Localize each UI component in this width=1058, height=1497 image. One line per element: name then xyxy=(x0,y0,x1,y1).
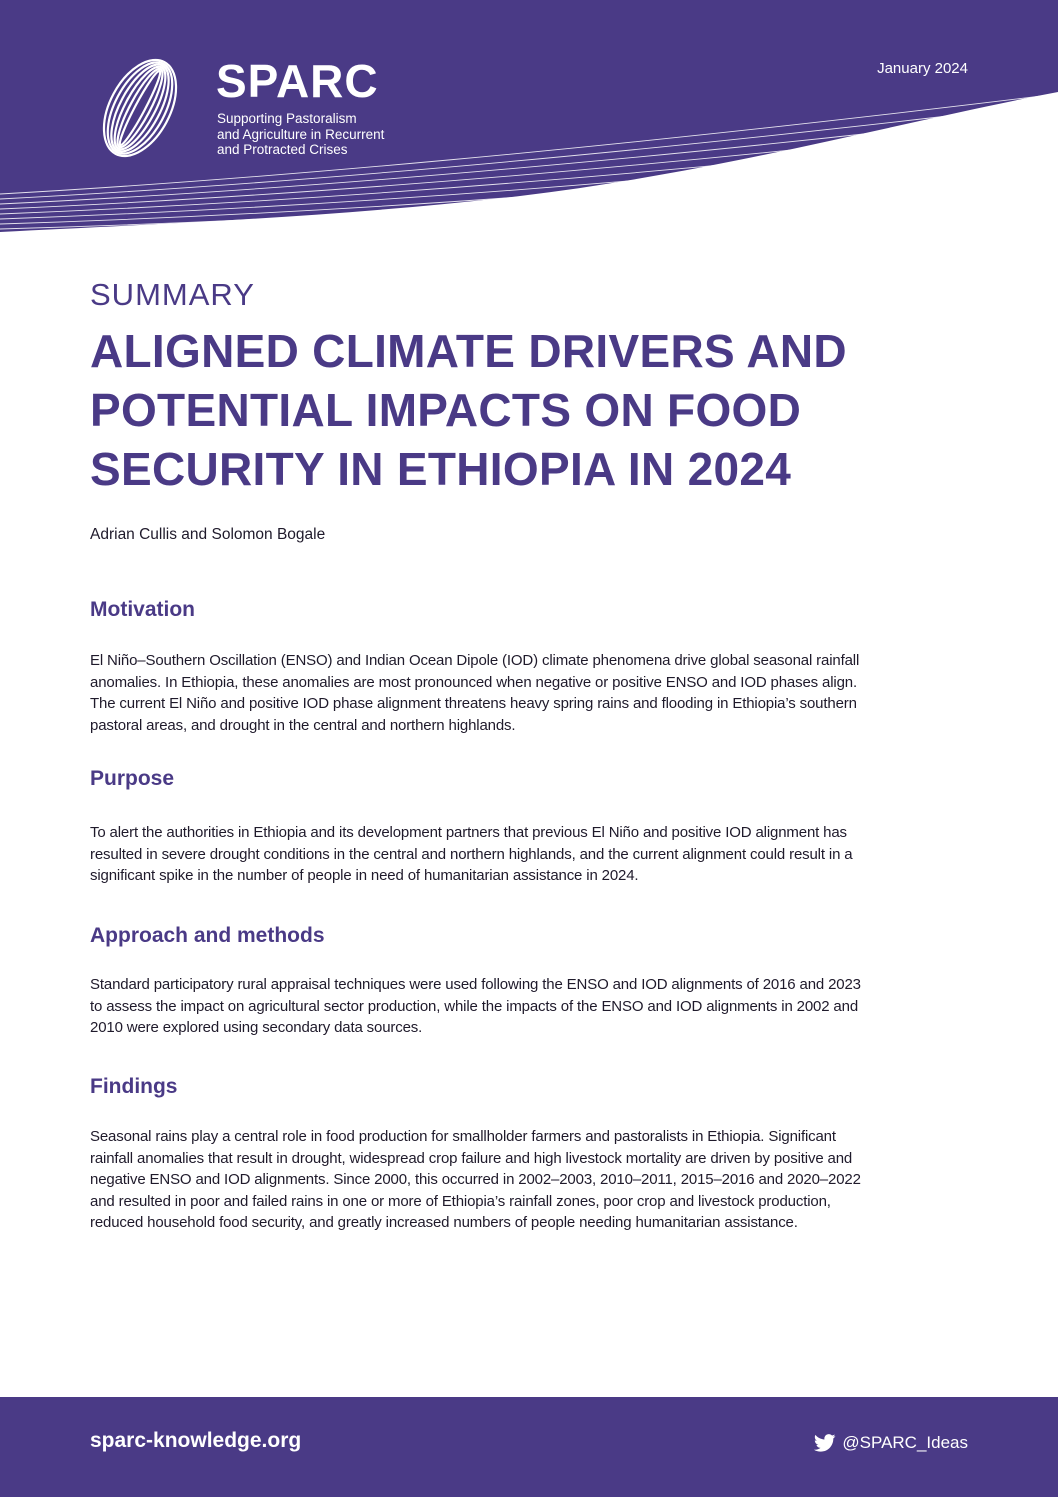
section-heading-motivation: Motivation xyxy=(90,598,195,621)
tagline-line: Supporting Pastoralism xyxy=(217,111,357,126)
section-body-approach xyxy=(90,974,970,1039)
paragraph-line: rainfall anomalies that result in drought, widespread crop failure and high livestock mortality are driven by positive and xyxy=(90,1149,853,1167)
paragraph-line: resulted in severe drought conditions in the central and northern highlands, and the current alignment could result in a xyxy=(90,845,853,863)
footer-bar xyxy=(0,1397,1058,1497)
title-line: POTENTIAL IMPACTS ON FOOD xyxy=(90,384,802,436)
section-body-purpose xyxy=(90,822,970,887)
document-title xyxy=(90,322,970,499)
tagline-line: and Protracted Crises xyxy=(217,142,348,157)
tagline-line: and Agriculture in Recurrent xyxy=(217,126,385,142)
section-body-findings xyxy=(90,1126,970,1234)
brand-name: SPARC xyxy=(216,55,379,107)
paragraph-line: and resulted in poor and failed rains in one or more of Ethiopia’s rainfall zones, poor crop and livestock production, xyxy=(90,1192,831,1210)
section-heading-findings: Findings xyxy=(90,1075,178,1098)
authors: Adrian Cullis and Solomon Bogale xyxy=(90,526,326,543)
paragraph-line: anomalies. In Ethiopia, these anomalies are most pronounced when negative or positive ENSO and IOD phases align. xyxy=(90,673,857,691)
paragraph-line: The current El Niño and positive IOD phase alignment threatens heavy spring rains and flooding in Ethiopia’s southern xyxy=(90,695,857,712)
twitter-handle-link[interactable] xyxy=(814,1433,968,1453)
paragraph-line: Standard participatory rural appraisal techniques were used following the ENSO and IOD alignments of 2016 and 2023 xyxy=(90,976,861,993)
section-heading-purpose: Purpose xyxy=(90,767,175,790)
paragraph-line: reduced household food security, and greatly increased numbers of people needing humanitarian assistance. xyxy=(90,1214,798,1231)
title-line: SECURITY IN ETHIOPIA IN 2024 xyxy=(90,443,792,495)
sparc-logo-icon xyxy=(80,52,200,164)
section-heading-approach: Approach and methods xyxy=(90,924,325,947)
paragraph-line: pastoral areas, and drought in the central and northern highlands. xyxy=(90,716,516,734)
header-banner xyxy=(0,0,1058,250)
publication-date: January 2024 xyxy=(877,60,968,77)
brand-tagline xyxy=(217,111,417,158)
twitter-icon xyxy=(814,1434,836,1452)
website-link[interactable]: sparc-knowledge.org xyxy=(90,1429,302,1452)
paragraph-line: To alert the authorities in Ethiopia and its development partners that previous El Niño and positive IOD alignment has xyxy=(90,824,847,841)
paragraph-line: significant spike in the number of people in need of humanitarian assistance in 2024. xyxy=(90,867,639,884)
paragraph-line: to assess the impact on agricultural sector production, while the impacts of the ENSO and IOD alignments in 2002 and xyxy=(90,997,859,1015)
paragraph-line: 2010 were explored using secondary data sources. xyxy=(90,1019,423,1036)
document-kicker: SUMMARY xyxy=(90,277,255,312)
paragraph-line: Seasonal rains play a central role in food production for smallholder farmers and pastoralists in Ethiopia. Significant xyxy=(90,1128,836,1145)
paragraph-line: negative ENSO and IOD alignments. Since 2000, this occurred in 2002–2003, 2010–2011, 2015–2016 and 2020–2022 xyxy=(90,1171,861,1188)
social-handle: @SPARC_Ideas xyxy=(842,1433,968,1452)
paragraph-line: El Niño–Southern Oscillation (ENSO) and Indian Ocean Dipole (IOD) climate phenomena drive global seasonal rainfall xyxy=(90,652,860,669)
section-body-motivation xyxy=(90,650,970,736)
title-line: ALIGNED CLIMATE DRIVERS AND xyxy=(90,325,847,377)
